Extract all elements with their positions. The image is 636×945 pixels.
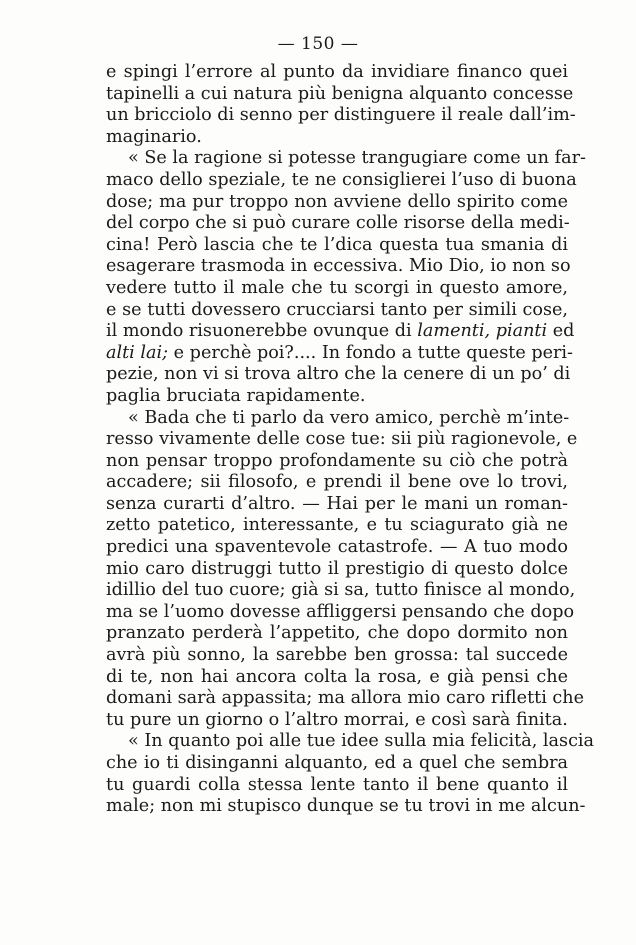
body-text (106, 62, 595, 818)
text-line: di te, non hai ancora colta la rosa, e già pensi che (106, 666, 568, 687)
text-line: zetto patetico, interessante, e tu sciagurato già ne (106, 515, 568, 536)
text-line: accadere; sii filosofo, e prendi il bene ove lo trovi, (106, 472, 568, 493)
text-line: un bricciolo di senno per distinguere il reale dall’im- (106, 105, 576, 126)
text-line: mio caro distruggi tutto il prestigio di questo dolce (106, 558, 568, 579)
text-line: paglia bruciata rapidamente. (106, 385, 366, 406)
text-line: domani sarà appassita; ma allora mio caro rifletti che (106, 688, 585, 709)
page-number: — 150 — (277, 34, 359, 54)
text-line: dose; ma pur troppo non avviene dello spirito come (106, 191, 568, 212)
text-line: maco dello speziale, te ne consiglierei l’uso di buona (106, 169, 577, 190)
text-line: cina! Però lascia che te l’dica questa tua smania di (106, 234, 568, 255)
text-line: alti lai; e perchè poi?.... In fondo a tutte queste peri- (106, 342, 573, 363)
text-line: non pensar troppo profondamente su ciò che potrà (106, 450, 568, 471)
text-line: esagerare trasmoda in eccessiva. Mio Dio, io non so (106, 256, 571, 277)
text-line: tu guardi colla stessa lente tanto il bene quanto il (106, 774, 568, 795)
text-line: « Se la ragione si potesse trangugiare come un far- (128, 148, 586, 169)
italic-phrase: alti lai; (106, 342, 169, 363)
italic-phrase: lamenti, pianti (417, 321, 548, 342)
text-line: resso vivamente delle cose tue: sii più ragionevole, e (106, 429, 578, 450)
text-line: del corpo che si può curare colle risorse della medi- (106, 213, 570, 234)
text-line: tu pure un giorno o l’altro morrai, e così sarà finita. (106, 709, 568, 730)
text-line: e se tutti dovessero crucciarsi tanto per simili cose, (106, 299, 568, 320)
text-line: vedere tutto il male che tu scorgi in questo amore, (106, 277, 568, 298)
text-line: avrà più sonno, la sarebbe ben grossa: tal succede (106, 645, 568, 666)
text-line: idillio del tuo cuore; già si sa, tutto finisce al mondo, (106, 580, 576, 601)
text-line: ma se l’uomo dovesse affliggersi pensando che dopo (106, 601, 575, 622)
text-line: predici una spaventevole catastrofe. — A tuo modo (106, 537, 568, 558)
text-line: tapinelli a cui natura più benigna alquanto concesse (106, 83, 574, 104)
text-line: il mondo risuonerebbe ovunque di lamenti, pianti ed (106, 321, 575, 342)
text-line: senza curarti d’altro. — Hai per le mani un roman- (106, 493, 568, 514)
text-line: pranzato perderà l’appetito, che dopo dormito non (106, 623, 568, 644)
text-line: pezie, non vi si trova altro che la cenere di un po’ di (106, 364, 571, 385)
text-line: « In quanto poi alle tue idee sulla mia felicità, lascia (128, 731, 595, 752)
text-line: male; non mi stupisco dunque se tu trovi in me alcun- (106, 796, 586, 817)
text-line: che io ti disinganni alquanto, ed a quel che sembra (106, 753, 568, 773)
text-line: maginario. (106, 126, 202, 147)
text-line: « Bada che ti parlo da vero amico, perchè m’inte- (128, 407, 570, 428)
text-line: e spingi l’errore al punto da invidiare financo quei (106, 62, 568, 82)
